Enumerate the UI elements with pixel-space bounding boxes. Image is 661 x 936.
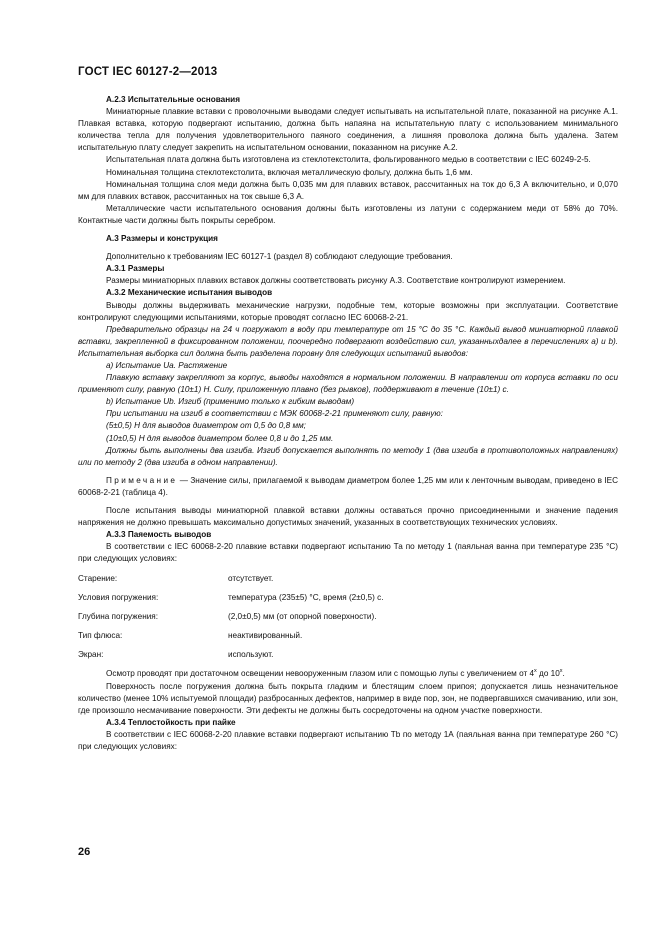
list-item-b: b) Испытание Ub. Изгиб (применимо только к гибким выводам) [106, 397, 355, 407]
condition-row: Экран: используют. [78, 649, 274, 659]
note-label: Примечание [106, 475, 178, 485]
document-header: ГОСТ IEC 60127-2—2013 [78, 66, 218, 78]
section-heading-a32: А.3.2 Механические испытания выводов [106, 288, 273, 298]
conditions-list [78, 569, 618, 664]
section-heading-a3: А.3 Размеры и конструкция [106, 234, 218, 244]
paragraph: (5±0,5) Н для выводов диаметром от 0,5 до 0,8 мм; [106, 421, 306, 431]
condition-row: Глубина погружения: (2,0±0,5) мм (от опорной поверхности). [78, 611, 377, 621]
paragraph: Осмотр проводят при достаточном освещении невооруженным глазом или с помощью лупы с увеличением от $4^х$ до $10^х$. [106, 668, 565, 679]
condition-row: Условия погружения: температура (235±5) °С, время (2±0,5) с. [78, 592, 384, 602]
paragraph: Поверхность после погружения должна быть покрыта гладким и блестящим слоем припоя; допускается лишь незначительное количество (менее 10% испытуемой площади) разбросанных дефектов, например в виде пор, зон, не подвергавшихся смачиванию, или зон, где произошло несмачивание поверхности. Эти дефекты не должны быть сосредоточены на одном участке поверхности. [78, 681, 618, 715]
paragraph: В соответствии с IEC 60068-2-20 плавкие вставки подвергают испытанию Та по методу 1 (паяльная ванна при температуре 235 °С) при следующих условиях: [78, 542, 618, 564]
paragraph: Номинальная толщина слоя меди должна быть 0,035 мм для плавких вставок, рассчитанных на ток до 6,3 А включительно, и 0,070 мм для плавких вставок, рассчитанных на ток свыше 6,3 А. [78, 179, 618, 201]
note [78, 475, 618, 499]
paragraph: Миниатюрные плавкие вставки с проволочными выводами следует испытывать на испытательной плате, показанной на рисунке А.1. Плавкая вставка, которую подвергают испытанию, должна быть напаяна на испытательную плату с использованием минимального количества тепла для получения удовлетворительного паяного соединения, а лишняя проволока должна быть удалена. Затем испытательную плату следует закрепить на испытательном основании, показанном на рисунке А.2. [78, 107, 618, 153]
paragraph: Номинальная толщина стеклотекстолита, включая металлическую фольгу, должна быть 1,6 мм. [106, 167, 473, 177]
condition-row: Тип флюса: неактивированный. [78, 630, 303, 640]
paragraph: В соответствии с IEC 60068-2-20 плавкие вставки подвергают испытанию Тb по методу 1А (паяльная ванна при температуре 260 °С) при следующих условиях: [78, 729, 618, 752]
section-heading-a33: А.3.3 Паяемость выводов [106, 530, 212, 540]
paragraph: Металлические части испытательного основания должны быть изготовлены из латуни с содержанием меди от 58% до 70%. Контактные части должны быть покрыты серебром. [78, 203, 618, 225]
page-body [78, 94, 618, 753]
section-heading-a34: А.3.4 Теплостойкость при пайке [106, 717, 236, 727]
paragraph: (10±0,5) Н для выводов диаметром более 0,8 и до 1,25 мм. [106, 433, 334, 443]
paragraph: Размеры миниатюрных плавких вставок должны соответствовать рисунку А.3. Соответствие контролируют измерением. [106, 276, 566, 286]
paragraph: Испытательная плата должна быть изготовлена из стеклотекстолита, фольгированного медью в соответствии с IEC 60249-2-5. [106, 155, 591, 165]
paragraph: Выводы должны выдерживать механические нагрузки, подобные тем, которые возможны при эксплуатации. Соответствие контролируют следующими испытаниями, которые проводят согласно IEC 60068-2-21. [78, 300, 618, 322]
paragraph: Плавкую вставку закрепляют за корпус, выводы находятся в нормальном положении. В направлении от корпуса вставки по оси применяют силу, равную (10±1) Н. Силу, приложенную плавно (без рывков), поддерживают в течение (10±1) с. [78, 373, 618, 395]
section-heading-a23: А.2.3 Испытательные основания [106, 95, 240, 104]
paragraph: Должны быть выполнены два изгиба. Изгиб допускается выполнять по методу 1 (два изгиба в противоположных направлениях) или по методу 2 (два изгиба в одном направлении). [78, 445, 618, 467]
condition-row: Старение: отсутствует. [78, 573, 274, 583]
section-heading-a31: А.3.1 Размеры [106, 264, 165, 274]
paragraph: После испытания выводы миниатюрной плавкой вставки должны оставаться прочно присоединенными и значение падения напряжения не должно превышать максимально допустимых значений, указанных в соответствующих технических условиях. [78, 506, 618, 528]
paragraph: При испытании на изгиб в соответствии с МЭК 60068-2-21 применяют силу, равную: [106, 409, 443, 419]
note-text: — Значение силы, прилагаемой к выводам диаметром более 1,25 мм или к ленточным выводам, приведено в IEC 60068-2-21 (таблица 4). [78, 475, 618, 497]
paragraph: Предварительно образцы на 24 ч погружают в воду при температуре от 15 °С до 35 °С. Каждый вывод миниатюрной плавкой вставки, закрепленной в фиксированном положении, поочередно подвергают воздействию сил, указанныхдалее в перечислениях а) и b). Испытательная выборка сил должна быть разделена поровну для следующих испытаний выводов: [78, 324, 618, 358]
list-item-a: а) Испытание Uа. Растяжение [106, 360, 228, 370]
paragraph: Дополнительно к требованиям IEC 60127-1 (раздел 8) соблюдают следующие требования. [106, 252, 453, 262]
page-number: 26 [78, 846, 91, 858]
